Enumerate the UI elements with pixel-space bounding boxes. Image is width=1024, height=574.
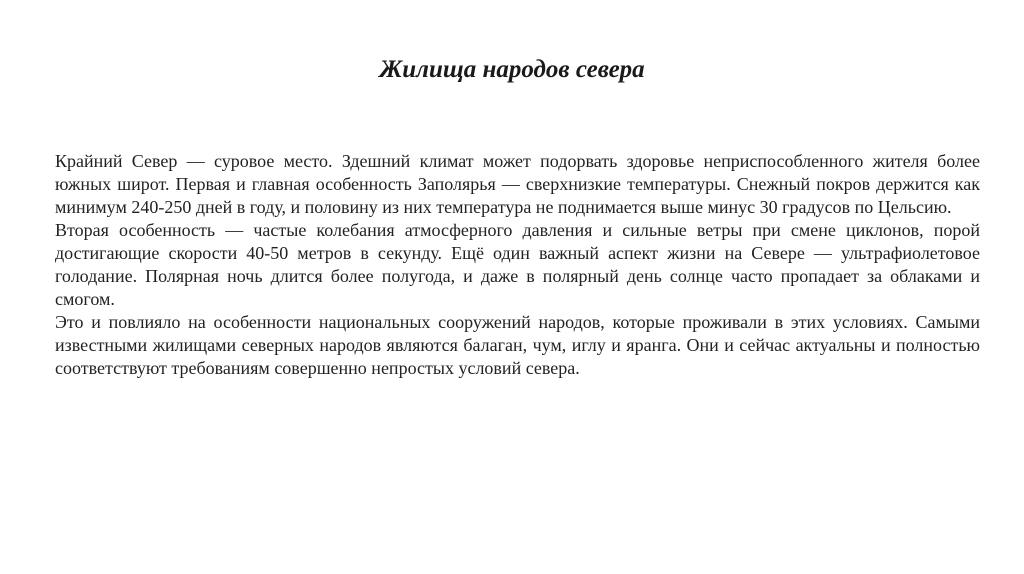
paragraph-pressure-and-light: Вторая особенность — частые колебания атмосферного давления и сильные ветры при смене циклонов, порой достигающие скорости 40-50 метров в секунду. Ещё один важный аспект жизни на Севере — ультрафиолетовое голодание. Полярная ночь длится более полугода, и даже в полярный день солнце часто пропадает за облаками и смогом.	[55, 220, 980, 309]
paragraph-dwellings: Это и повлияло на особенности национальных сооружений народов, которые проживали в этих условиях. Самыми известными жилищами северных народов являются балаган, чум, иглу и яранга. Они и сейчас актуальны и полностью соответствуют требованиям совершенно непростых условий севера.	[55, 312, 980, 378]
slide-title: Жилища народов севера	[379, 56, 645, 83]
slide-body	[55, 150, 980, 380]
paragraph-climate: Крайний Север — суровое место. Здешний климат может подорвать здоровье неприспособленного жителя более южных широт. Первая и главная особенность Заполярья — сверхнизкие температуры. Снежный покров держится как минимум 240-250 дней в году, и половину из них температура не поднимается выше минус 30 градусов по Цельсию.	[55, 151, 980, 217]
